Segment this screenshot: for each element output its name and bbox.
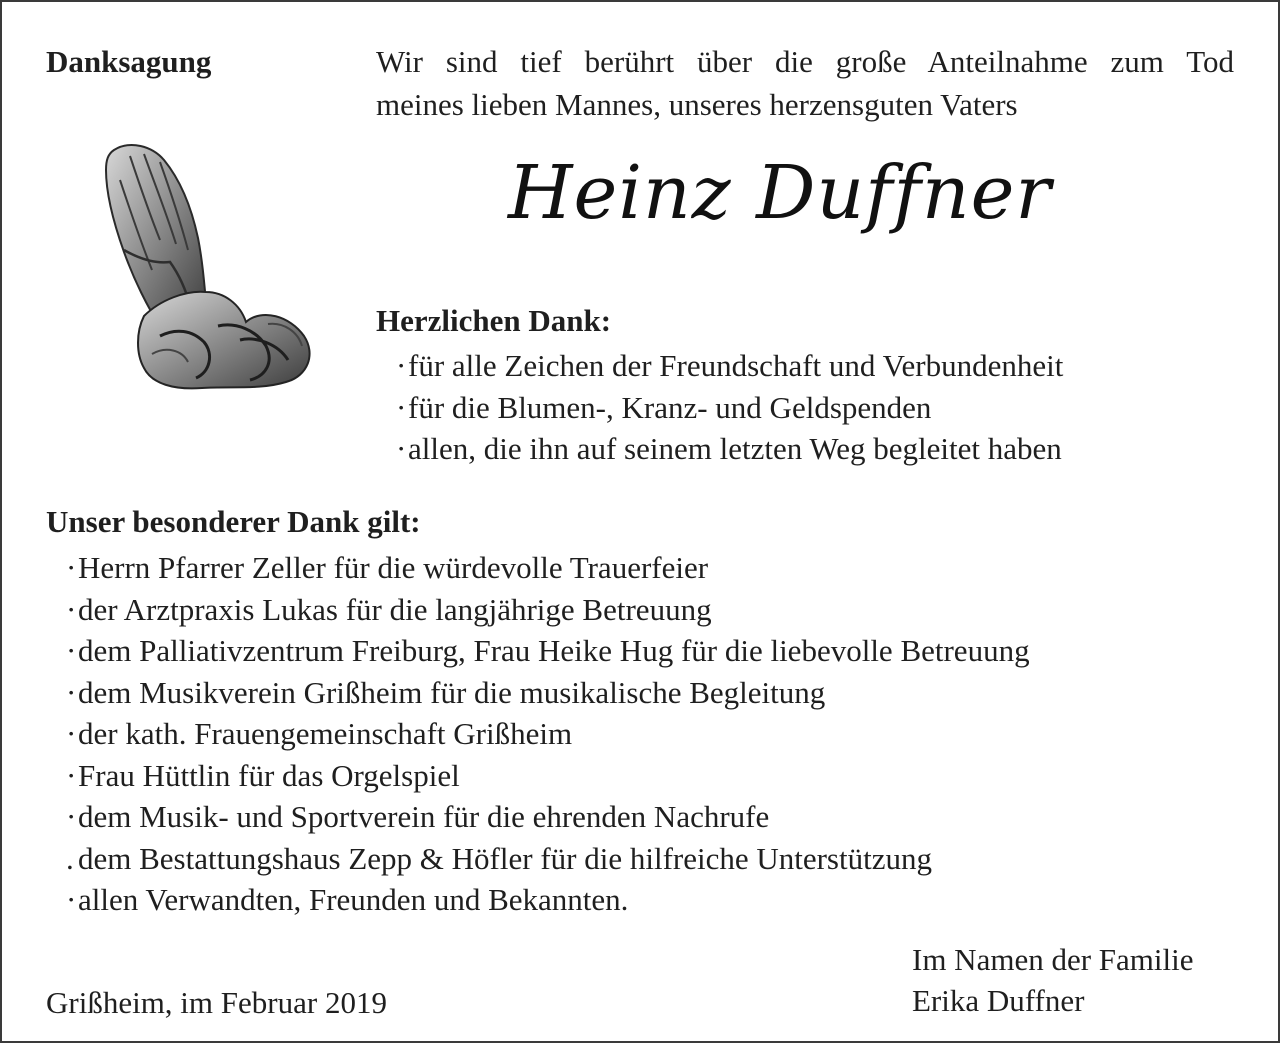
- list-bullet: .: [66, 840, 74, 876]
- list-item: [66, 589, 1030, 631]
- list-item-text: der Arztpraxis Lukas für die langjährige Betreuung: [78, 591, 712, 627]
- intro-line-2: meines lieben Mannes, unseres herzensguten Vaters: [376, 87, 1018, 122]
- list-bullet: ·: [66, 882, 77, 917]
- intro-text: [376, 40, 1234, 126]
- thanks-list: [396, 345, 1063, 470]
- list-bullet: ·: [66, 633, 77, 668]
- intro-line-1: Wir sind tief berührt über die große Anteilnahme zum Tod: [376, 44, 1234, 79]
- list-item-text: allen Verwandten, Freunden und Bekannten.: [78, 882, 629, 917]
- list-bullet: ·: [66, 716, 77, 751]
- list-item: [396, 387, 1063, 429]
- list-item-text: für die Blumen-, Kranz- und Geldspenden: [408, 389, 932, 425]
- special-thanks-list: [66, 547, 1030, 921]
- list-bullet: ·: [396, 431, 407, 466]
- list-item-text: dem Bestattungshaus Zepp & Höfler für die hilfreiche Unterstützung: [78, 840, 932, 876]
- signoff-line-2: Erika Duffner: [912, 983, 1085, 1018]
- list-item: [66, 796, 1030, 838]
- praying-hands-icon: [90, 140, 320, 390]
- list-item: [66, 630, 1030, 672]
- list-item: [66, 879, 1030, 921]
- list-item-text: dem Musikverein Grißheim für die musikalische Begleitung: [78, 674, 826, 710]
- list-bullet: ·: [396, 348, 407, 383]
- list-item: [396, 345, 1063, 387]
- deceased-name: Heinz Duffner: [508, 150, 1052, 236]
- place-date: Grißheim, im Februar 2019: [46, 985, 387, 1020]
- list-bullet: ·: [66, 591, 77, 627]
- list-bullet: ·: [66, 550, 77, 585]
- notice-title: Danksagung: [46, 44, 212, 79]
- list-item-text: dem Palliativzentrum Freiburg, Frau Heike Hug für die liebevolle Betreuung: [78, 633, 1030, 668]
- list-item-text: der kath. Frauengemeinschaft Grißheim: [78, 716, 573, 751]
- list-item-text: allen, die ihn auf seinem letzten Weg begleitet haben: [408, 431, 1062, 466]
- list-bullet: ·: [66, 799, 77, 834]
- list-bullet: ·: [66, 674, 77, 710]
- list-item: [396, 428, 1063, 470]
- list-item-text: Frau Hüttlin für das Orgelspiel: [78, 757, 460, 793]
- signoff-line-1: Im Namen der Familie: [912, 942, 1194, 977]
- list-item: [66, 838, 1030, 880]
- list-item: [66, 713, 1030, 755]
- thanks-heading: Herzlichen Dank:: [376, 303, 612, 338]
- list-item-text: Herrn Pfarrer Zeller für die würdevolle Trauerfeier: [78, 550, 709, 585]
- list-item: [66, 547, 1030, 589]
- list-item-text: dem Musik- und Sportverein für die ehrenden Nachrufe: [78, 799, 770, 834]
- list-item-text: für alle Zeichen der Freundschaft und Verbundenheit: [408, 348, 1064, 383]
- list-item: [66, 755, 1030, 797]
- list-item: [66, 672, 1030, 714]
- list-bullet: ·: [396, 389, 407, 425]
- special-thanks-heading: Unser besonderer Dank gilt:: [46, 504, 421, 539]
- list-bullet: ·: [66, 757, 77, 793]
